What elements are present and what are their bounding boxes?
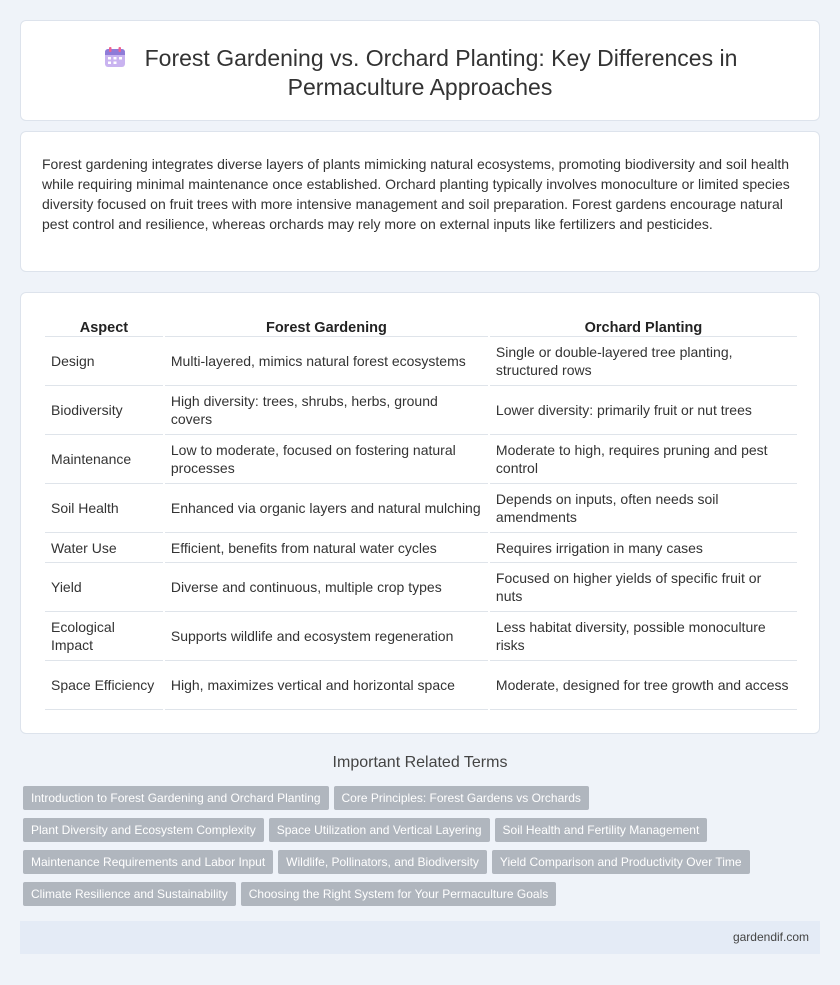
header-card bbox=[20, 20, 820, 121]
related-tag[interactable]: Space Utilization and Vertical Layering bbox=[269, 818, 490, 842]
aspect-cell: Soil Health bbox=[45, 484, 163, 533]
related-tag[interactable]: Choosing the Right System for Your Permaculture Goals bbox=[241, 882, 556, 906]
orchard-cell: Lower diversity: primarily fruit or nut trees bbox=[490, 386, 797, 435]
related-tag[interactable]: Yield Comparison and Productivity Over Time bbox=[492, 850, 750, 874]
orchard-cell: Focused on higher yields of specific fruit or nuts bbox=[490, 563, 797, 612]
tag-row bbox=[23, 850, 813, 882]
table-row bbox=[45, 612, 797, 661]
tag-row bbox=[23, 786, 813, 818]
aspect-cell: Maintenance bbox=[45, 435, 163, 484]
aspect-cell: Space Efficiency bbox=[45, 661, 163, 710]
header-orchard-planting: Orchard Planting bbox=[490, 315, 797, 337]
forest-cell: Enhanced via organic layers and natural mulching bbox=[165, 484, 488, 533]
related-tag[interactable]: Wildlife, Pollinators, and Biodiversity bbox=[278, 850, 487, 874]
related-tag[interactable]: Maintenance Requirements and Labor Input bbox=[23, 850, 273, 874]
aspect-cell: Yield bbox=[45, 563, 163, 612]
aspect-cell: Ecological Impact bbox=[45, 612, 163, 661]
related-tag[interactable]: Soil Health and Fertility Management bbox=[495, 818, 708, 842]
related-tag[interactable]: Core Principles: Forest Gardens vs Orchards bbox=[334, 786, 589, 810]
aspect-cell: Design bbox=[45, 337, 163, 386]
forest-cell: Low to moderate, focused on fostering natural processes bbox=[165, 435, 488, 484]
orchard-cell: Less habitat diversity, possible monoculture risks bbox=[490, 612, 797, 661]
forest-cell: High diversity: trees, shrubs, herbs, ground covers bbox=[165, 386, 488, 435]
related-tag[interactable]: Introduction to Forest Gardening and Orchard Planting bbox=[23, 786, 329, 810]
page-title bbox=[61, 44, 779, 102]
related-tag[interactable]: Plant Diversity and Ecosystem Complexity bbox=[23, 818, 264, 842]
aspect-cell: Water Use bbox=[45, 533, 163, 563]
orchard-cell: Single or double-layered tree planting, structured rows bbox=[490, 337, 797, 386]
table-row bbox=[45, 337, 797, 386]
orchard-cell: Depends on inputs, often needs soil amendments bbox=[490, 484, 797, 533]
forest-cell: Multi-layered, mimics natural forest ecosystems bbox=[165, 337, 488, 386]
header-forest-gardening: Forest Gardening bbox=[165, 315, 488, 337]
tag-row bbox=[23, 882, 813, 914]
orchard-cell: Moderate, designed for tree growth and access bbox=[490, 661, 797, 710]
table-row bbox=[45, 533, 797, 563]
comparison-card bbox=[20, 292, 820, 734]
footer-bar bbox=[20, 921, 820, 954]
forest-cell: Supports wildlife and ecosystem regeneration bbox=[165, 612, 488, 661]
forest-cell: High, maximizes vertical and horizontal space bbox=[165, 661, 488, 710]
table-row bbox=[45, 386, 797, 435]
forest-cell: Diverse and continuous, multiple crop types bbox=[165, 563, 488, 612]
related-terms-heading: Important Related Terms bbox=[332, 754, 508, 771]
header-aspect: Aspect bbox=[45, 315, 163, 337]
aspect-cell: Biodiversity bbox=[45, 386, 163, 435]
related-tag[interactable]: Climate Resilience and Sustainability bbox=[23, 882, 236, 906]
site-link[interactable]: gardendif.com bbox=[732, 930, 809, 944]
table-row bbox=[45, 563, 797, 612]
table-row bbox=[45, 484, 797, 533]
table-row bbox=[45, 435, 797, 484]
calendar-icon bbox=[103, 45, 127, 69]
orchard-cell: Requires irrigation in many cases bbox=[490, 533, 797, 563]
tag-row bbox=[23, 818, 813, 850]
related-terms-tags bbox=[23, 786, 813, 914]
table-row bbox=[45, 661, 797, 710]
orchard-cell: Moderate to high, requires pruning and pest control bbox=[490, 435, 797, 484]
intro-card bbox=[20, 131, 820, 272]
intro-text: Forest gardening integrates diverse layers of plants mimicking natural ecosystems, promoting biodiversity and soil health while requiring minimal maintenance once established. Orchard planting typically involves monoculture or limited species diversity focused on fruit trees with more intensive management and soil preparation. Forest gardens encourage natural pest control and resilience, whereas orchards may rely more on external inputs like fertilizers and pesticides. bbox=[42, 156, 790, 232]
forest-cell: Efficient, benefits from natural water cycles bbox=[165, 533, 488, 563]
page-title-text: Forest Gardening vs. Orchard Planting: Key Differences in Permaculture Approaches bbox=[144, 45, 738, 100]
comparison-table bbox=[43, 315, 799, 710]
